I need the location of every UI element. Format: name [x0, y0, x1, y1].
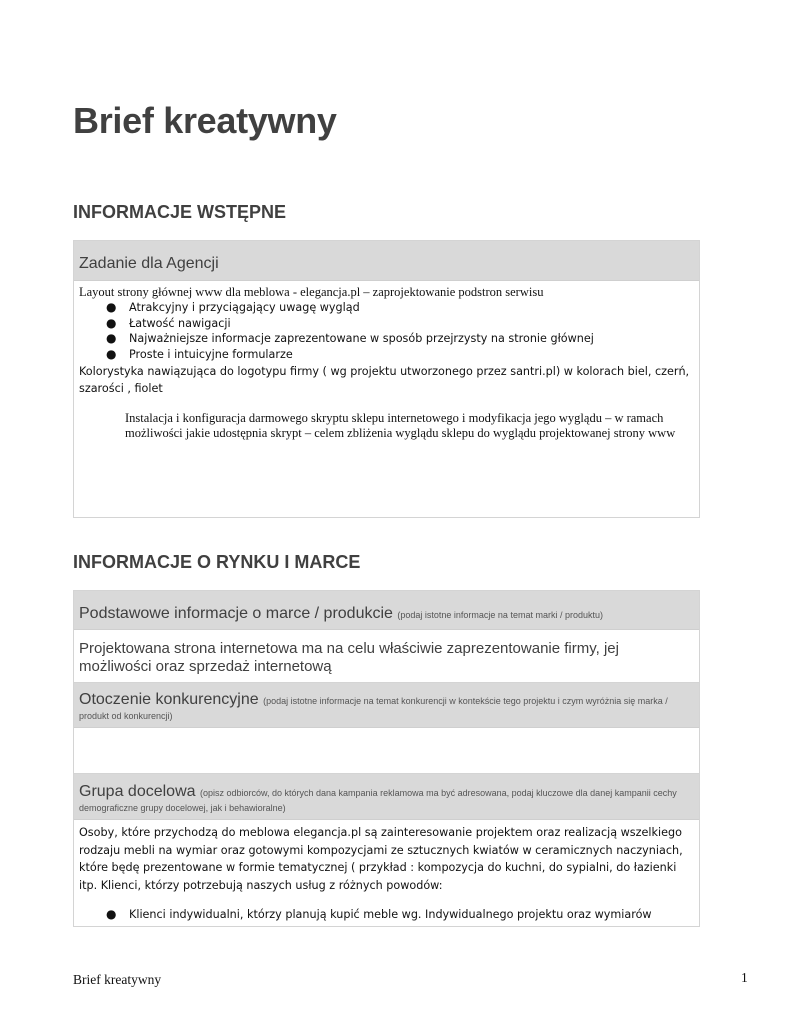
target-header-label: Grupa docelowa: [79, 783, 196, 800]
page-title: Brief kreatywny: [73, 100, 337, 141]
target-header-hint: (opisz odbiorców, do których dana kampania reklamowa ma być adresowana, podaj kluczowe dla danej kampanii cechy demograficzne grupy docelowej, jak i behawioralne): [79, 788, 677, 813]
bullet-icon: ●: [106, 907, 117, 921]
section-heading-intro: INFORMACJE WSTĘPNE: [73, 202, 287, 222]
list-item: ● Atrakcyjny i przyciągający uwagę wygląd: [106, 300, 360, 314]
list-item: ● Klienci indywidualni, którzy planują kupić meble wg. Indywidualnego projektu oraz wymiarów: [106, 907, 652, 921]
task-intro-text: Layout strony głównej www dla meblowa - elegancja.pl – zaprojektowanie podstron serwisu: [79, 285, 544, 299]
task-box: [73, 240, 700, 518]
target-header: [74, 774, 699, 820]
target-bullet-list: [79, 906, 694, 923]
bullet-icon: ●: [106, 315, 117, 330]
competition-header: [74, 683, 699, 728]
bullet-icon: ●: [106, 331, 117, 346]
task-box-header: Zadanie dla Agencji: [74, 241, 699, 281]
task-colors-text: Kolorystyka nawiązująca do logotypu firmy ( wg projektu utworzonego przez santri.pl) w kolorach biel, czerń, szarości , fiolet: [79, 365, 690, 396]
bullet-icon: ●: [106, 300, 117, 314]
task-bullet-list: [79, 300, 694, 362]
competition-header-hint: (podaj istotne informacje na temat konkurencji w kontekście tego projektu i czym wyróżnia się marka / produkt od konkurencji): [79, 696, 668, 721]
target-text: Osoby, które przychodzą do meblowa elegancja.pl są zainteresowanie projektem oraz realizacją wszelkiego rodzaju mebli na wymiar oraz gotowymi kompozycjami ze sztucznych kwiatów w ceramicznych naczyniach, które będę prezentowane w formie tematycznej ( przykład : kompozycja do kuchni, do sypialni, do łazienki itp. Klienci, którzy potrzebują naszych usług z różnych powodów:: [79, 826, 683, 892]
task-install-text: Instalacja i konfiguracja darmowego skryptu sklepu internetowego i modyfikacja jego wyglądu – w ramach możliwości jakie udostępnia skrypt – celem zbliżenia wyglądu sklepu do wyglądu projektowanej strony www: [125, 411, 676, 441]
footer-title: Brief kreatywny: [73, 972, 162, 987]
list-item: ● Proste i intuicyjne formularze: [106, 346, 293, 361]
brand-header: [74, 591, 699, 630]
task-box-body: [74, 281, 699, 441]
section-heading-market: INFORMACJE O RYNKU I MARCE: [73, 552, 361, 572]
market-box: [73, 590, 700, 927]
list-item: ● Najważniejsze informacje zaprezentowane w sposób przejrzysty na stronie głównej: [106, 331, 594, 346]
bullet-icon: ●: [106, 346, 117, 361]
competition-header-label: Otoczenie konkurencyjne: [79, 691, 259, 708]
target-body: [74, 820, 699, 923]
competition-text: [74, 728, 699, 774]
brand-header-label: Podstawowe informacje o marce / produkcie: [79, 605, 393, 622]
brand-header-hint: (podaj istotne informacje na temat marki / produktu): [397, 610, 603, 620]
brand-text: Projektowana strona internetowa ma na celu właściwie zaprezentowanie firmy, jej możliwości oraz sprzedaż internetową: [74, 630, 699, 683]
page-number: 1: [741, 970, 748, 985]
list-item: ● Łatwość nawigacji: [106, 315, 231, 330]
